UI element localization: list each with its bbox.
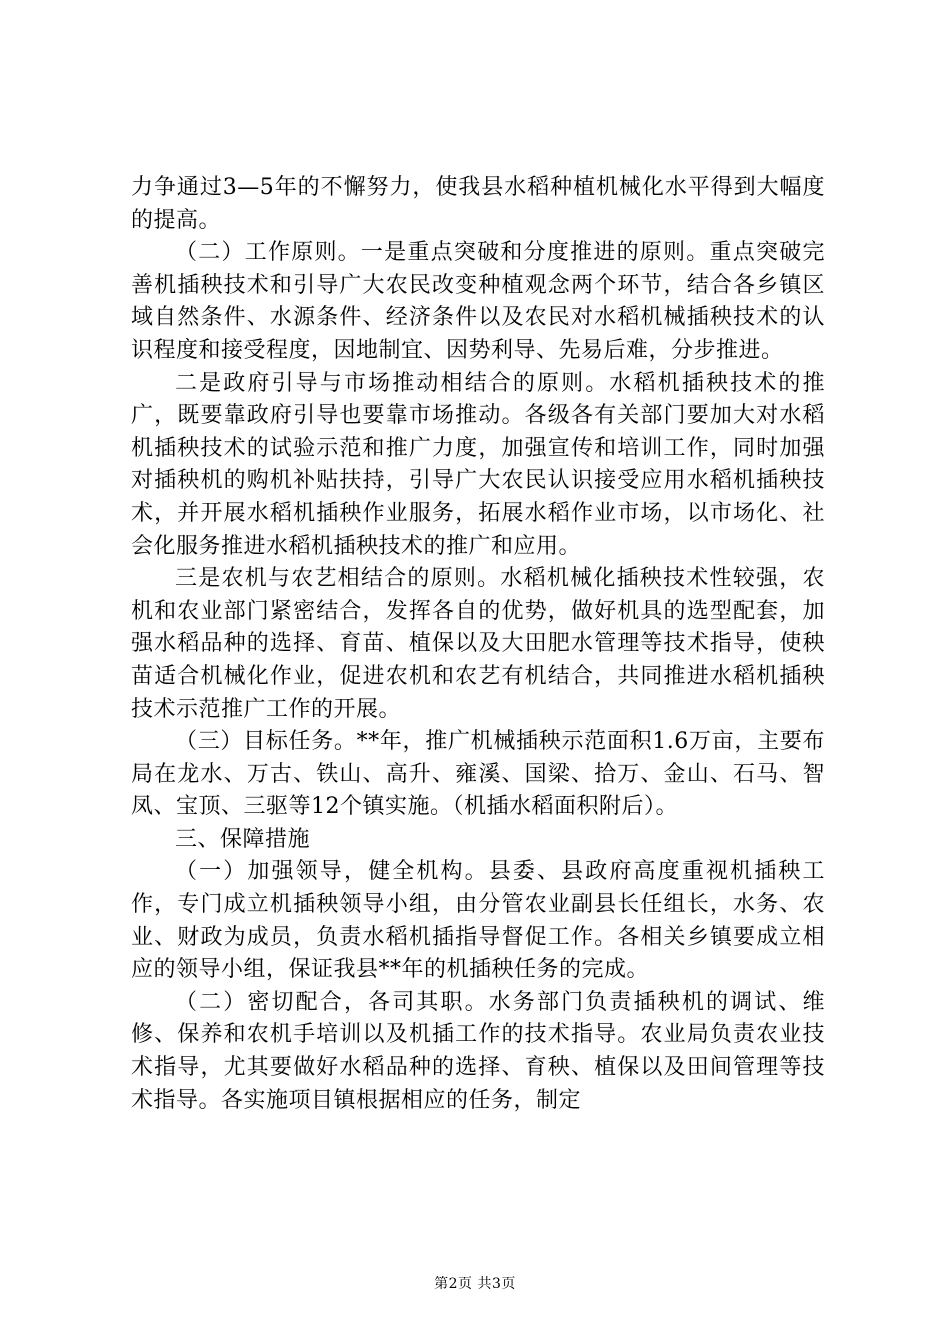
paragraph-principle-three: 三是农机与农艺相结合的原则。水稻机械化插秧技术性较强，农机和农业部门紧密结合，发挥各自的优势，做好机具的选型配套，加强水稻品种的选择、育苗、植保以及大田肥水管理等技术指导，使秧苗适合机械化作业，促进农机和农艺有机结合，共同推进水稻机插秧技术示范推广工作的开展。 [131,566,825,722]
paragraph-continuation: 力争通过3—5年的不懈努力，使我县水稻种植机械化水平得到大幅度的提高。 [131,175,825,233]
paragraph-target-tasks: （三）目标任务。**年，推广机械插秧示范面积1.6万亩，主要布局在龙水、万古、铁山、高升、雍溪、国梁、拾万、金山、石马、智凤、宝顶、三驱等12个镇实施。（机插水稻面积附后）。 [131,729,825,820]
paragraph-cooperation: （二）密切配合，各司其职。水务部门负责插秧机的调试、维修、保养和农机手培训以及机插工作的技术指导。农业局负责农业技术指导，尤其要做好水稻品种的选择、育秧、植保以及田间管理等技术指导。各实施项目镇根据相应的任务，制定 [131,989,825,1113]
paragraph-work-principles: （二）工作原则。一是重点突破和分度推进的原则。重点突破完善机插秧技术和引导广大农民改变种植观念两个环节，结合各乡镇区域自然条件、水源条件、经济条件以及农民对水稻机械插秧技术的认识程度和接受程度，因地制宜、因势利导、先易后难，分步推进。 [131,240,825,363]
document-body [131,172,825,1117]
paragraph-principle-two: 二是政府引导与市场推动相结合的原则。水稻机插秧技术的推广，既要靠政府引导也要靠市场推动。各级各有关部门要加大对水稻机插秧技术的试验示范和推广力度，加强宣传和培训工作，同时加强对插秧机的购机补贴扶持，引导广大农民认识接受应用水稻机插秧技术，并开展水稻机插秧作业服务，拓展水稻作业市场，以市场化、社会化服务推进水稻机插秧技术的推广和应用。 [131,370,825,559]
page-number-footer: 第2页 共3页 [434,1276,516,1292]
paragraph-leadership: （一）加强领导，健全机构。县委、县政府高度重视机插秧工作，专门成立机插秧领导小组，由分管农业副县长任组长，水务、农业、财政为成员，负责水稻机插指导督促工作。各相关乡镇要成立相应的领导小组，保证我县**年的机插秧任务的完成。 [131,859,825,983]
section-heading-safeguards: 三、保障措施 [175,826,311,852]
